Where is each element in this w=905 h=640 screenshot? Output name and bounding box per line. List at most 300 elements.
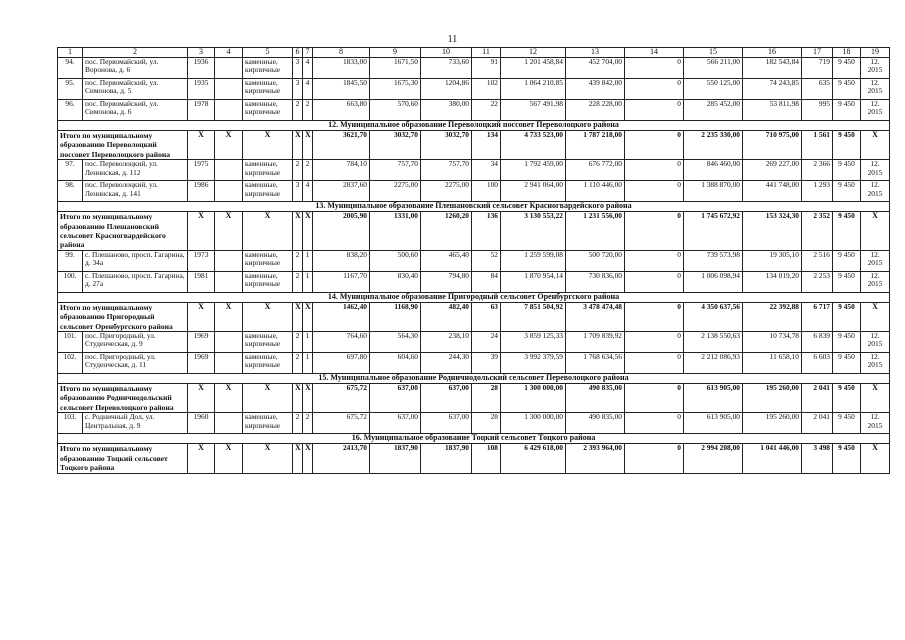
subtotal-cell: 675,72 — [313, 384, 370, 413]
table-cell: 52 — [472, 250, 501, 271]
table-cell: 1204,86 — [421, 79, 472, 100]
table-body — [58, 48, 890, 474]
table-cell: 0 — [625, 160, 684, 181]
subtotal-x-mark: X — [303, 444, 313, 473]
table-cell: 9 450 — [833, 413, 861, 434]
subtotal-cell: 3 498 — [802, 444, 833, 473]
table-cell: 9 450 — [833, 160, 861, 181]
table-cell: 195 260,00 — [743, 413, 802, 434]
table-cell: 12. 2015 — [861, 160, 890, 181]
table-cell: 2 — [293, 271, 303, 292]
table-cell: 1 870 954,14 — [501, 271, 566, 292]
subtotal-row — [58, 384, 890, 413]
table-cell: 97. — [58, 160, 83, 181]
subtotal-cell: 613 905,00 — [684, 384, 743, 413]
table-cell: 2 — [293, 353, 303, 374]
table-cell: 500,60 — [370, 250, 421, 271]
table-cell: 1981 — [188, 271, 215, 292]
table-row — [58, 332, 890, 353]
table-cell: 100. — [58, 271, 83, 292]
column-number: 13 — [566, 48, 625, 58]
table-cell: каменные, кирпичные — [243, 332, 293, 353]
subtotal-row — [58, 131, 890, 160]
subtotal-x-mark: X — [243, 384, 293, 413]
table-cell: 1 293 — [802, 181, 833, 202]
table-cell: 9 450 — [833, 271, 861, 292]
table-cell: 0 — [625, 271, 684, 292]
table-cell: 566 211,00 — [684, 58, 743, 79]
table-cell: 637,00 — [370, 413, 421, 434]
table-cell: с. Родничный Дол, ул. Центральная, д. 9 — [83, 413, 188, 434]
column-number-row — [58, 48, 890, 58]
table-cell: 101. — [58, 332, 83, 353]
table-cell: 12. 2015 — [861, 58, 890, 79]
column-number: 15 — [684, 48, 743, 58]
subtotal-cell: 1168,90 — [370, 302, 421, 331]
table-cell: 1671,50 — [370, 58, 421, 79]
subtotal-cell: 2 994 208,00 — [684, 444, 743, 473]
column-number: 12 — [501, 48, 566, 58]
table-row — [58, 271, 890, 292]
table-cell: 380,00 — [421, 100, 472, 121]
column-number: 3 — [188, 48, 215, 58]
table-cell: 2 — [303, 160, 313, 181]
table-row — [58, 353, 890, 374]
section-header-row — [58, 292, 890, 302]
table-cell: 100 — [472, 181, 501, 202]
subtotal-x-mark: X — [243, 212, 293, 251]
subtotal-cell: 7 851 504,92 — [501, 302, 566, 331]
table-cell: 102 — [472, 79, 501, 100]
table-cell: с. Плешаново, просп. Гагарина, д. 27а — [83, 271, 188, 292]
table-cell — [215, 160, 243, 181]
table-cell: каменные, кирпичные — [243, 250, 293, 271]
subtotal-cell: 3032,70 — [370, 131, 421, 160]
subtotal-cell: 2 393 964,00 — [566, 444, 625, 473]
subtotal-cell: 637,00 — [370, 384, 421, 413]
table-cell: 96. — [58, 100, 83, 121]
section-header-row — [58, 434, 890, 444]
table-cell: 1 064 210,85 — [501, 79, 566, 100]
subtotal-x-mark: X — [293, 212, 303, 251]
subtotal-cell: 0 — [625, 302, 684, 331]
table-cell: 570,60 — [370, 100, 421, 121]
table-cell: 635 — [802, 79, 833, 100]
table-cell — [215, 353, 243, 374]
subtotal-cell: 1 041 446,00 — [743, 444, 802, 473]
column-number: 4 — [215, 48, 243, 58]
table-cell: 1978 — [188, 100, 215, 121]
table-cell: 9 450 — [833, 181, 861, 202]
subtotal-cell: 2 352 — [802, 212, 833, 251]
subtotal-cell: 28 — [472, 384, 501, 413]
table-cell: каменные, кирпичные — [243, 58, 293, 79]
column-number: 8 — [313, 48, 370, 58]
subtotal-x-mark: X — [303, 302, 313, 331]
table-cell: 3 — [293, 181, 303, 202]
subtotal-cell: 9 450 — [833, 212, 861, 251]
table-cell: 3 859 125,33 — [501, 332, 566, 353]
table-cell: 12. 2015 — [861, 353, 890, 374]
subtotal-label: Итого по муниципальному образованию Пригородный сельсовет Оренбургского района — [58, 302, 188, 331]
column-number: 7 — [303, 48, 313, 58]
subtotal-cell: 1 745 672,92 — [684, 212, 743, 251]
table-cell: 838,20 — [313, 250, 370, 271]
table-cell: 9 450 — [833, 332, 861, 353]
table-cell: 1969 — [188, 332, 215, 353]
subtotal-cell: 9 450 — [833, 384, 861, 413]
subtotal-cell: 1 231 556,00 — [566, 212, 625, 251]
table-cell: 676 772,00 — [566, 160, 625, 181]
table-cell: 1845,50 — [313, 79, 370, 100]
table-cell: 94. — [58, 58, 83, 79]
subtotal-x-mark: X — [188, 212, 215, 251]
table-cell: 39 — [472, 353, 501, 374]
subtotal-x-mark: X — [215, 384, 243, 413]
table-cell: каменные, кирпичные — [243, 100, 293, 121]
table-cell: 2 — [303, 413, 313, 434]
table-cell: 2 212 086,93 — [684, 353, 743, 374]
table-cell: 102. — [58, 353, 83, 374]
subtotal-label: Итого по муниципальному образованию Родничнодольский сельсовет Переволоцкого района — [58, 384, 188, 413]
table-cell: 1986 — [188, 181, 215, 202]
table-cell: каменные, кирпичные — [243, 353, 293, 374]
subtotal-label: Итого по муниципальному образованию Плешановский сельсовет Красногвардейского района — [58, 212, 188, 251]
table-cell: 34 — [472, 160, 501, 181]
table-cell: пос. Переволоцкий, ул. Ленинская, д. 141 — [83, 181, 188, 202]
table-cell: 12. 2015 — [861, 271, 890, 292]
table-cell: 53 811,98 — [743, 100, 802, 121]
table-cell: 564,30 — [370, 332, 421, 353]
table-cell: 2 — [293, 413, 303, 434]
table-cell: пос. Пригородный, ул. Студенческая, д. 9 — [83, 332, 188, 353]
table-cell: 441 748,00 — [743, 181, 802, 202]
table-cell: 2 138 550,63 — [684, 332, 743, 353]
subtotal-x-mark: X — [188, 131, 215, 160]
table-cell — [215, 332, 243, 353]
table-cell: 452 704,00 — [566, 58, 625, 79]
subtotal-cell: 136 — [472, 212, 501, 251]
table-cell: 12. 2015 — [861, 100, 890, 121]
table-cell: 2 253 — [802, 271, 833, 292]
subtotal-cell: 1837,90 — [421, 444, 472, 473]
table-cell: 2 516 — [802, 250, 833, 271]
table-cell: 439 842,00 — [566, 79, 625, 100]
table-cell: 1 — [303, 250, 313, 271]
table-cell: 238,10 — [421, 332, 472, 353]
column-number: 16 — [743, 48, 802, 58]
subtotal-cell: 1331,00 — [370, 212, 421, 251]
column-number: 6 — [293, 48, 303, 58]
table-cell: 9 450 — [833, 100, 861, 121]
table-cell: 1 709 839,92 — [566, 332, 625, 353]
section-header-row — [58, 202, 890, 212]
table-cell: 1833,00 — [313, 58, 370, 79]
subtotal-cell: 134 — [472, 131, 501, 160]
table-cell: 12. 2015 — [861, 79, 890, 100]
table-cell: пос. Первомайский, ул. Воронова, д. 6 — [83, 58, 188, 79]
subtotal-cell: 0 — [625, 384, 684, 413]
table-cell: 2 — [293, 100, 303, 121]
section-title: 13. Муниципальное образование Плешановский сельсовет Красногвардейского района — [58, 202, 890, 212]
subtotal-label: Итого по муниципальному образованию Тоцкий сельсовет Тоцкого района — [58, 444, 188, 473]
table-cell: 4 — [303, 181, 313, 202]
table-cell: 637,00 — [421, 413, 472, 434]
subtotal-cell: X — [861, 212, 890, 251]
table-cell: 24 — [472, 332, 501, 353]
table-cell — [215, 79, 243, 100]
table-cell: пос. Первомайский, ул. Симонова, д. 6 — [83, 100, 188, 121]
table-cell: 2 — [293, 250, 303, 271]
table-cell: 182 543,84 — [743, 58, 802, 79]
table-cell: 1 — [303, 332, 313, 353]
subtotal-cell: 6 717 — [802, 302, 833, 331]
table-cell: с. Плешаново, просп. Гагарина, д. 34а — [83, 250, 188, 271]
subtotal-cell: 710 975,00 — [743, 131, 802, 160]
subtotal-x-mark: X — [243, 444, 293, 473]
subtotal-cell: 153 324,30 — [743, 212, 802, 251]
table-cell: 2 — [293, 160, 303, 181]
table-cell: 613 905,00 — [684, 413, 743, 434]
table-cell: 490 835,00 — [566, 413, 625, 434]
section-header-row — [58, 121, 890, 131]
subtotal-cell: 63 — [472, 302, 501, 331]
section-title: 16. Муниципальное образование Тоцкий сельсовет Тоцкого района — [58, 434, 890, 444]
table-cell: 1 006 098,94 — [684, 271, 743, 292]
table-cell: 784,10 — [313, 160, 370, 181]
table-cell: 0 — [625, 79, 684, 100]
subtotal-cell: 3 478 474,48 — [566, 302, 625, 331]
table-cell: 1969 — [188, 353, 215, 374]
table-row — [58, 58, 890, 79]
table-cell: 12. 2015 — [861, 250, 890, 271]
table-cell: 9 450 — [833, 58, 861, 79]
subtotal-cell: 195 260,00 — [743, 384, 802, 413]
table-cell: 1960 — [188, 413, 215, 434]
subtotal-cell: 1260,20 — [421, 212, 472, 251]
table-cell: 98. — [58, 181, 83, 202]
subtotal-cell: 0 — [625, 131, 684, 160]
subtotal-cell: 108 — [472, 444, 501, 473]
subtotal-cell: X — [861, 131, 890, 160]
housing-table — [57, 47, 890, 474]
subtotal-row — [58, 302, 890, 331]
table-cell: 604,60 — [370, 353, 421, 374]
table-cell: 830,40 — [370, 271, 421, 292]
subtotal-x-mark: X — [188, 444, 215, 473]
table-cell: 0 — [625, 332, 684, 353]
table-cell: 2275,00 — [421, 181, 472, 202]
subtotal-x-mark: X — [243, 302, 293, 331]
table-cell: 134 019,20 — [743, 271, 802, 292]
table-cell: 764,60 — [313, 332, 370, 353]
table-row — [58, 250, 890, 271]
table-cell: 1975 — [188, 160, 215, 181]
subtotal-cell: 2413,70 — [313, 444, 370, 473]
subtotal-x-mark: X — [243, 131, 293, 160]
table-cell: 719 — [802, 58, 833, 79]
table-cell: 19 305,10 — [743, 250, 802, 271]
table-cell: 2 941 064,00 — [501, 181, 566, 202]
table-cell: 95. — [58, 79, 83, 100]
table-cell: 1 792 459,00 — [501, 160, 566, 181]
table-cell: 103. — [58, 413, 83, 434]
subtotal-x-mark: X — [215, 131, 243, 160]
table-cell: 1 259 599,08 — [501, 250, 566, 271]
subtotal-cell: 0 — [625, 444, 684, 473]
table-cell: 2 041 — [802, 413, 833, 434]
table-row — [58, 413, 890, 434]
column-number: 14 — [625, 48, 684, 58]
subtotal-cell: 637,00 — [421, 384, 472, 413]
table-cell — [215, 413, 243, 434]
table-cell: 0 — [625, 100, 684, 121]
column-number: 19 — [861, 48, 890, 58]
table-cell: 757,70 — [421, 160, 472, 181]
table-cell: 3 — [293, 79, 303, 100]
subtotal-cell: 2005,90 — [313, 212, 370, 251]
table-cell: 1 201 458,84 — [501, 58, 566, 79]
subtotal-x-mark: X — [215, 444, 243, 473]
table-cell: 0 — [625, 413, 684, 434]
table-cell: 1 388 870,00 — [684, 181, 743, 202]
table-cell: каменные, кирпичные — [243, 271, 293, 292]
subtotal-cell: 4 733 523,00 — [501, 131, 566, 160]
column-number: 2 — [83, 48, 188, 58]
table-cell: 0 — [625, 58, 684, 79]
table-cell: 567 491,98 — [501, 100, 566, 121]
table-cell: 1935 — [188, 79, 215, 100]
table-cell — [215, 181, 243, 202]
table-cell: 663,80 — [313, 100, 370, 121]
subtotal-cell: 6 429 618,00 — [501, 444, 566, 473]
table-cell: 28 — [472, 413, 501, 434]
table-cell: 794,80 — [421, 271, 472, 292]
subtotal-cell: 1 787 218,00 — [566, 131, 625, 160]
subtotal-cell: 1 300 000,00 — [501, 384, 566, 413]
subtotal-row — [58, 212, 890, 251]
column-number: 18 — [833, 48, 861, 58]
table-cell: 995 — [802, 100, 833, 121]
table-cell: 0 — [625, 181, 684, 202]
section-title: 12. Муниципальное образование Переволоцкий поссовет Переволоцкого района — [58, 121, 890, 131]
page-number: 11 — [447, 34, 458, 45]
subtotal-x-mark: X — [303, 131, 313, 160]
table-cell: 269 227,00 — [743, 160, 802, 181]
subtotal-cell: 490 835,00 — [566, 384, 625, 413]
table-cell: 99. — [58, 250, 83, 271]
subtotal-cell: X — [861, 444, 890, 473]
subtotal-x-mark: X — [188, 302, 215, 331]
table-cell: пос. Переволоцкий, ул. Ленинская, д. 112 — [83, 160, 188, 181]
subtotal-cell: 1462,40 — [313, 302, 370, 331]
table-row — [58, 181, 890, 202]
table-cell: 1 110 446,00 — [566, 181, 625, 202]
table-cell: 697,80 — [313, 353, 370, 374]
subtotal-x-mark: X — [303, 384, 313, 413]
table-cell: 846 460,00 — [684, 160, 743, 181]
table-cell: 1973 — [188, 250, 215, 271]
table-cell: 757,70 — [370, 160, 421, 181]
table-cell: каменные, кирпичные — [243, 160, 293, 181]
table-cell: 1 — [303, 271, 313, 292]
table-cell: 91 — [472, 58, 501, 79]
table-row — [58, 160, 890, 181]
table-cell: 9 450 — [833, 353, 861, 374]
subtotal-cell: X — [861, 302, 890, 331]
subtotal-cell: 2 235 330,00 — [684, 131, 743, 160]
subtotal-cell: 4 350 637,56 — [684, 302, 743, 331]
table-cell: 1167,70 — [313, 271, 370, 292]
subtotal-cell: 1 561 — [802, 131, 833, 160]
table-cell — [215, 58, 243, 79]
section-title: 15. Муниципальное образование Родничнодольский сельсовет Переволоцкого района — [58, 374, 890, 384]
table-cell: 0 — [625, 353, 684, 374]
table-cell: 2 — [293, 332, 303, 353]
table-cell: каменные, кирпичные — [243, 79, 293, 100]
subtotal-cell: 9 450 — [833, 302, 861, 331]
table-cell: 4 — [303, 58, 313, 79]
table-cell: 1675,30 — [370, 79, 421, 100]
table-cell: пос. Пригородный, ул. Студенческая, д. 11 — [83, 353, 188, 374]
table-cell: 2275,00 — [370, 181, 421, 202]
subtotal-cell: 3032,70 — [421, 131, 472, 160]
subtotal-x-mark: X — [215, 212, 243, 251]
column-number: 1 — [58, 48, 83, 58]
column-number: 10 — [421, 48, 472, 58]
table-cell: 675,72 — [313, 413, 370, 434]
table-cell: 228 228,00 — [566, 100, 625, 121]
subtotal-label: Итого по муниципальному образованию Переволоцкий поссовет Переволоцкого района — [58, 131, 188, 160]
table-cell: 6 603 — [802, 353, 833, 374]
table-cell: 9 450 — [833, 79, 861, 100]
table-cell: 1936 — [188, 58, 215, 79]
table-cell: 12. 2015 — [861, 181, 890, 202]
subtotal-cell: 9 450 — [833, 131, 861, 160]
table-cell: 2837,60 — [313, 181, 370, 202]
table-row — [58, 79, 890, 100]
table-cell: 285 452,00 — [684, 100, 743, 121]
subtotal-cell: 3 130 553,22 — [501, 212, 566, 251]
subtotal-x-mark: X — [303, 212, 313, 251]
subtotal-x-mark: X — [293, 302, 303, 331]
table-cell — [215, 250, 243, 271]
column-number: 5 — [243, 48, 293, 58]
table-cell: 465,40 — [421, 250, 472, 271]
table-cell: 9 450 — [833, 250, 861, 271]
column-number: 17 — [802, 48, 833, 58]
subtotal-cell: X — [861, 384, 890, 413]
subtotal-cell: 22 392,88 — [743, 302, 802, 331]
subtotal-x-mark: X — [293, 384, 303, 413]
subtotal-row — [58, 444, 890, 473]
table-cell: 739 573,98 — [684, 250, 743, 271]
subtotal-x-mark: X — [188, 384, 215, 413]
table-cell: каменные, кирпичные — [243, 181, 293, 202]
section-title: 14. Муниципальное образование Пригородный сельсовет Оренбургского района — [58, 292, 890, 302]
table-cell: 3 — [293, 58, 303, 79]
table-cell: 2 — [303, 100, 313, 121]
table-cell: 1 768 634,56 — [566, 353, 625, 374]
table-cell: каменные, кирпичные — [243, 413, 293, 434]
subtotal-x-mark: X — [293, 444, 303, 473]
section-header-row — [58, 374, 890, 384]
table-row — [58, 100, 890, 121]
table-cell: 1 — [303, 353, 313, 374]
table-cell: 2 366 — [802, 160, 833, 181]
table-cell — [215, 271, 243, 292]
table-cell — [215, 100, 243, 121]
